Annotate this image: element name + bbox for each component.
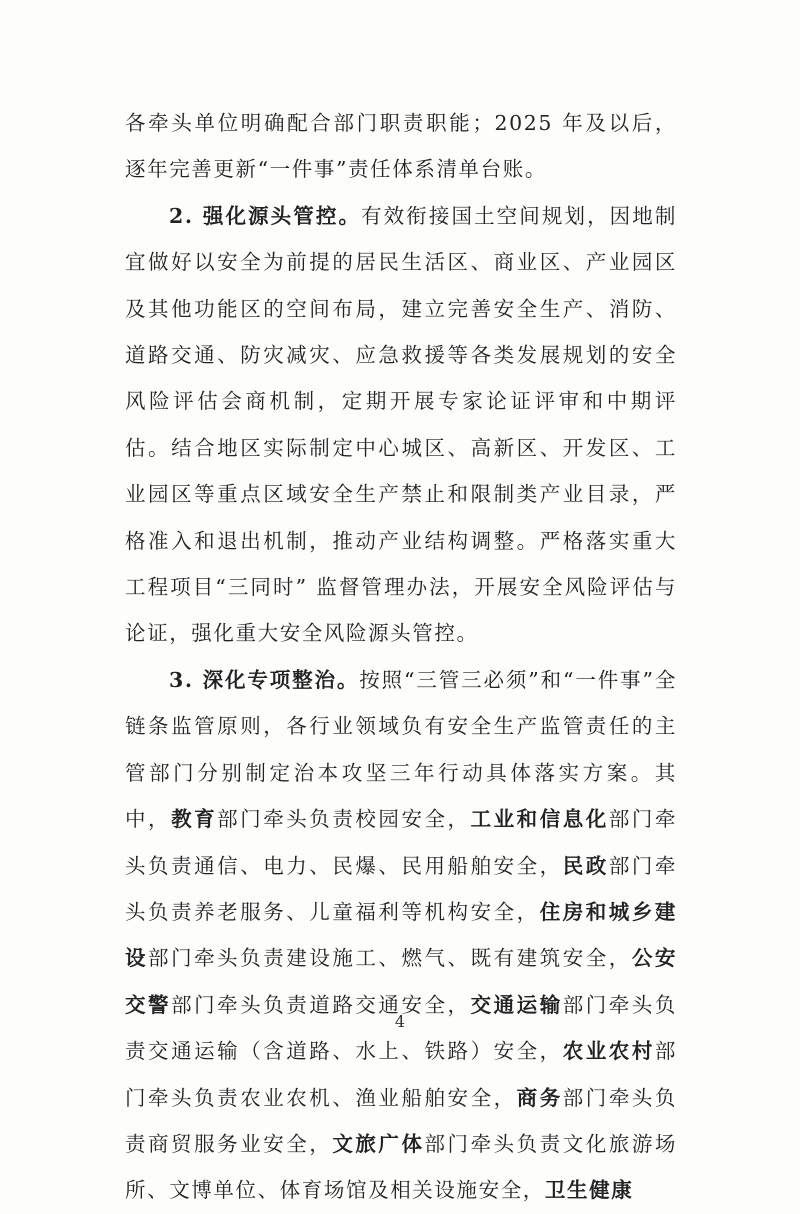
page-number: 4 — [394, 1012, 406, 1031]
text-run: 部门牵头负责道路交通安全， — [171, 992, 471, 1017]
bold-text-run: 交通运输 — [470, 992, 563, 1017]
text-run: 部门牵头负责文化旅游场所、文博单位、体育场馆及相关设施安全， — [125, 1131, 677, 1203]
bold-text-run: 商务 — [516, 1085, 563, 1110]
text-run: 部门牵头负责校园安全， — [217, 807, 471, 832]
text-run: 按照“三管三必须”和“一件事”全链条监管原则，各行业领域负有安全生产监管责任的主管部门分别制定治本攻坚三年行动具体落实方案。其中， — [125, 667, 677, 832]
bold-text-run: 文旅广体 — [332, 1131, 425, 1156]
bold-text-run: 农业农村 — [562, 1039, 655, 1064]
text-run: 部门牵头负责通信、电力、民爆、民用船舶安全， — [125, 807, 677, 878]
text-run: 部门牵头负责交通运输（含道路、水上、铁路）安全， — [125, 992, 677, 1064]
bold-text-run: 卫生健康 — [544, 1178, 634, 1203]
text-run: 部门牵头负责建设施工、燃气、既有建筑安全， — [148, 946, 632, 971]
body-text — [125, 100, 677, 1214]
text-run: 有效衔接国土空间规划，因地制宜做好以安全为前提的居民生活区、商业区、产业园区及其他功能区的空间布局，建立完善安全生产、消防、道路交通、防灾减灾、应急救援等各类发展规划的安全风险评估会商机制，定期开展专家论证评审和中期评估。结合地区实际制定中心城区、高新区、开发区、工业园区等重点区域安全生产禁止和限制类产业目录，严格准入和退出机制，推动产业结构调整。严格落实重大工程项目“三同时” 监督管理办法，开展安全风险评估与论证，强化重大安全风险源头管控。 — [125, 203, 677, 646]
text-run: 部门牵头负责农业农机、渔业船舶安全， — [125, 1039, 677, 1110]
text-run: 部门牵头负责商贸服务业安全， — [125, 1085, 678, 1156]
paragraph — [125, 100, 677, 193]
paragraph — [125, 193, 677, 657]
bold-text-run: 3. 深化专项整治。 — [169, 667, 360, 692]
bold-text-run: 2. 强化源头管控。 — [169, 203, 362, 228]
bold-text-run: 工业和信息化 — [470, 807, 609, 832]
bold-text-run: 住房和城乡建设 — [125, 899, 677, 971]
bold-text-run: 民政 — [562, 853, 609, 878]
text-run: 部门牵头负责养老服务、儿童福利等机构安全， — [125, 853, 677, 924]
bold-text-run: 公安交警 — [125, 946, 677, 1017]
text-run: 各牵头单位明确配合部门职责职能；2025 年及以后，逐年完善更新“一件事”责任体系清单台账。 — [125, 111, 677, 182]
bold-text-run: 教育 — [171, 807, 218, 832]
paragraph — [125, 657, 677, 1214]
